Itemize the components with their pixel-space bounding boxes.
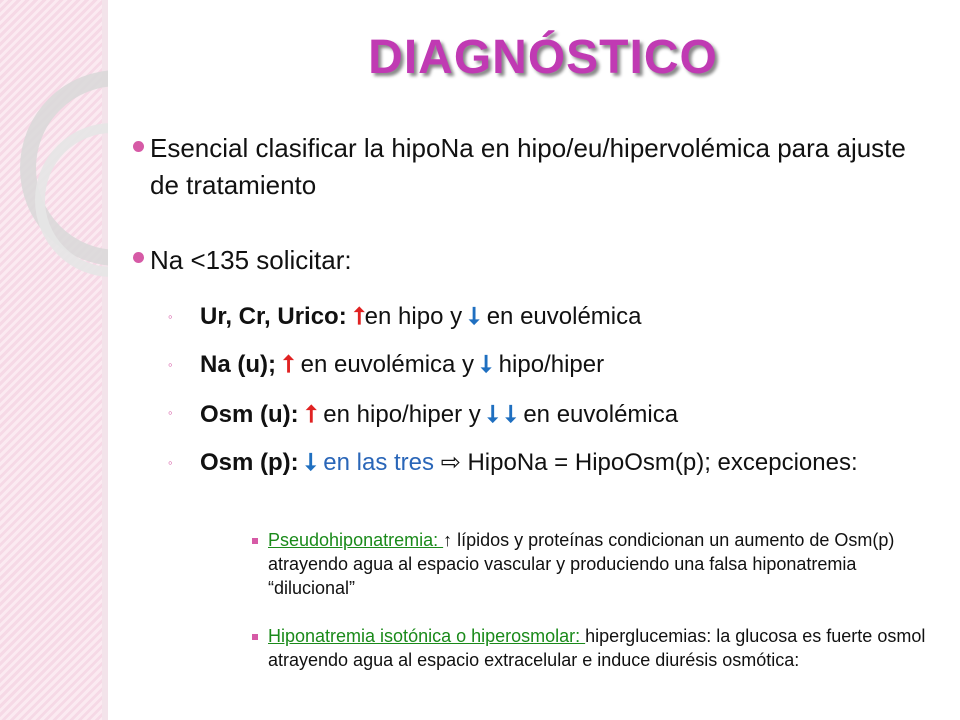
sub-text: HipoNa = HipoOsm(p); excepciones: bbox=[467, 449, 858, 476]
sub-bullet-ring: ◦ bbox=[168, 357, 173, 372]
sub-bullet-ring: ◦ bbox=[168, 405, 173, 420]
sub-text-blue: en las tres bbox=[323, 449, 435, 476]
sub-item bbox=[200, 398, 678, 432]
detail-text: lípidos y proteínas condicionan un aumento de Osm(p) atrayendo agua al espacio vascular y produciendo una falsa hiponatremia “dilucional” bbox=[268, 530, 895, 598]
sub-bullet-ring: ◦ bbox=[168, 309, 173, 324]
detail-label-link[interactable]: Hiponatremia isotónica o hiperosmolar: bbox=[268, 626, 586, 646]
up-arrow-icon: ↑ bbox=[443, 530, 453, 550]
sub-text: en euvolémica bbox=[486, 303, 642, 330]
sub-text: en hipo y bbox=[364, 303, 463, 330]
bullet-dot bbox=[133, 141, 144, 152]
square-bullet bbox=[252, 538, 258, 544]
down-arrow-icon: ⭣ bbox=[468, 303, 481, 330]
sub-item bbox=[200, 348, 604, 382]
right-arrow-icon: ⇨ bbox=[440, 449, 461, 476]
bullet-dot bbox=[133, 252, 144, 263]
square-bullet bbox=[252, 634, 258, 640]
sub-label: Ur, Cr, Urico: bbox=[200, 303, 347, 330]
up-arrow-icon: ⭡ bbox=[353, 303, 365, 330]
sub-text: en euvolémica bbox=[523, 401, 679, 428]
up-arrow-icon: ⭡ bbox=[282, 351, 294, 378]
slide-title: DIAGNÓSTICO bbox=[368, 31, 718, 84]
bullet-text: Na <135 solicitar: bbox=[150, 245, 352, 275]
sub-text: en euvolémica y bbox=[300, 351, 475, 378]
down-arrow-icon: ⭣ bbox=[480, 351, 492, 378]
detail-text: hiperglucemias: la glucosa es fuerte osmol atrayendo agua al espacio extracelular e induce diurésis osmótica: bbox=[268, 626, 926, 670]
bullet-text: Esencial clasificar la hipoNa en hipo/eu/hipervolémica para ajuste de tratamiento bbox=[150, 133, 906, 200]
sub-text: en hipo/hiper y bbox=[323, 401, 481, 428]
sub-text: hipo/hiper bbox=[498, 351, 605, 378]
up-arrow-icon: ⭡ bbox=[305, 401, 317, 428]
sub-item bbox=[200, 446, 900, 480]
sub-label: Osm (p): bbox=[200, 449, 299, 476]
sub-item bbox=[200, 300, 641, 334]
sub-label: Na (u); bbox=[200, 351, 276, 378]
sub-bullet-ring: ◦ bbox=[168, 455, 173, 470]
detail-item bbox=[268, 528, 928, 600]
down-arrow-icon: ⭣ bbox=[305, 449, 317, 476]
detail-label-link[interactable]: Pseudohiponatremia: bbox=[268, 530, 444, 550]
sub-label: Osm (u): bbox=[200, 401, 299, 428]
detail-item bbox=[268, 624, 928, 672]
double-down-arrow-icon: ⭣ ⭣ bbox=[487, 401, 517, 428]
